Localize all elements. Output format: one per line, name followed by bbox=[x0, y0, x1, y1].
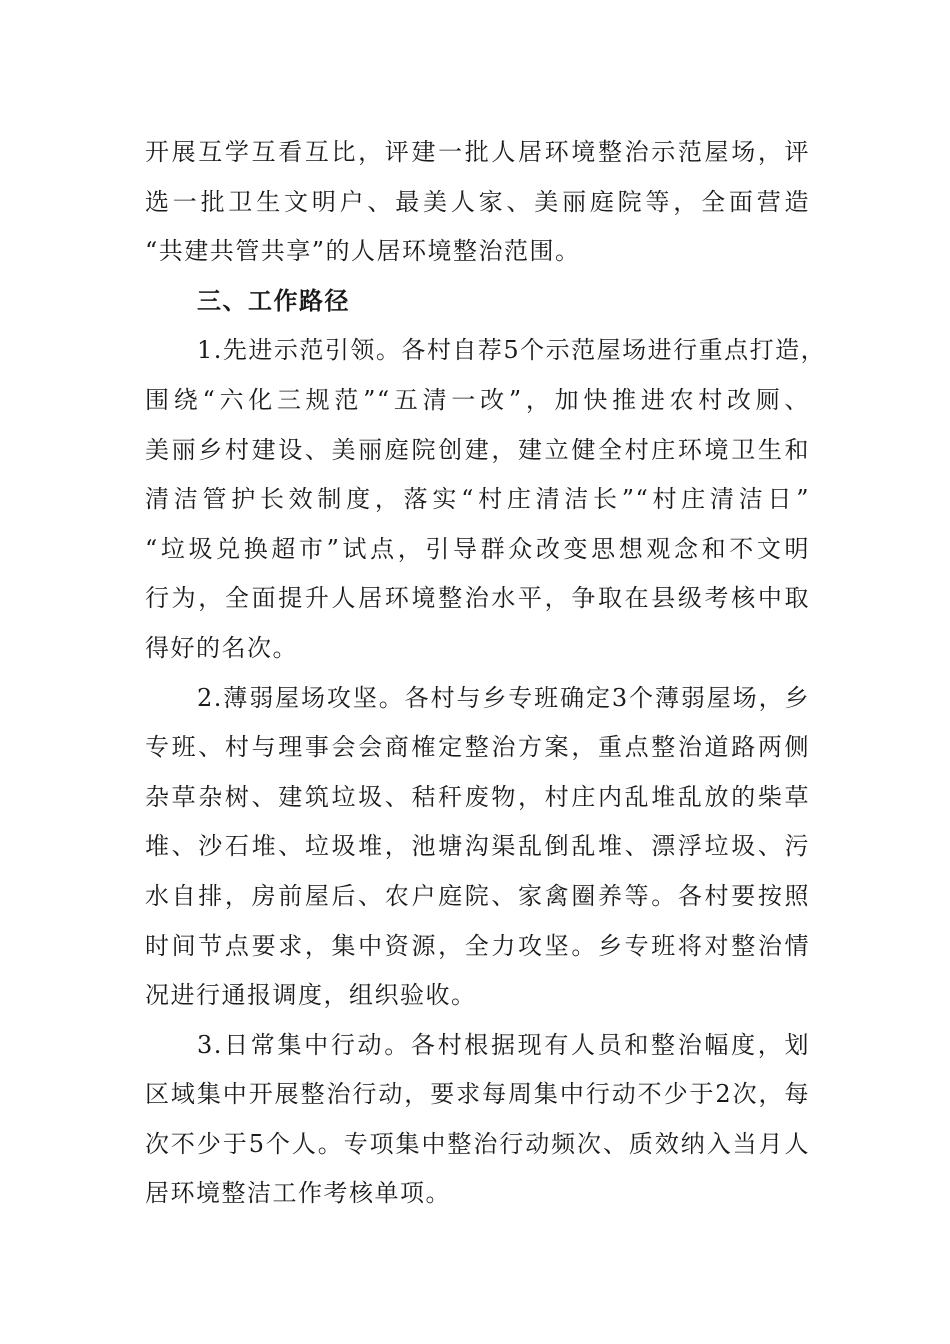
section-heading: 三、工作路径 bbox=[197, 286, 350, 315]
paragraph-line: 专班、村与理事会会商榷定整治方案，重点整治道路两侧 bbox=[145, 733, 810, 762]
paragraph-line: 美丽乡村建设、美丽庭院创建，建立健全村庄环境卫生和 bbox=[145, 435, 810, 464]
paragraph-line: 次不少于5个人。专项集中整治行动频次、质效纳入当月人 bbox=[145, 1129, 810, 1158]
paragraph-line: “垃圾兑换超市”试点，引导群众改变思想观念和不文明 bbox=[145, 534, 810, 563]
paragraph-line: 区域集中开展整治行动，要求每周集中行动不少于2次，每 bbox=[145, 1080, 810, 1109]
paragraph-line: “共建共管共享”的人居环境整治范围。 bbox=[145, 237, 581, 266]
paragraph-line: 得好的名次。 bbox=[145, 633, 298, 662]
paragraph-line: 选一批卫生文明户、最美人家、美丽庭院等，全面营造 bbox=[145, 187, 810, 216]
paragraph-line: 清洁管护长效制度，落实“村庄清洁长”“村庄清洁日” bbox=[145, 485, 810, 514]
paragraph-line: 3.日常集中行动。各村根据现有人员和整治幅度，划 bbox=[197, 1030, 810, 1059]
paragraph-line: 时间节点要求，集中资源，全力攻坚。乡专班将对整治情 bbox=[145, 931, 810, 960]
paragraph-line: 1.先进示范引领。各村自荐5个示范屋场进行重点打造， bbox=[197, 336, 827, 365]
paragraph-line: 开展互学互看互比，评建一批人居环境整治示范屋场，评 bbox=[145, 138, 810, 166]
paragraph-line: 杂草杂树、建筑垃圾、秸秆废物，村庄内乱堆乱放的柴草 bbox=[145, 782, 810, 811]
document-body bbox=[145, 128, 827, 1219]
paragraph-line: 居环境整洁工作考核单项。 bbox=[145, 1179, 451, 1208]
paragraph-line: 围绕“六化三规范”“五清一改”，加快推进农村改厕、 bbox=[145, 385, 810, 414]
paragraph-line: 堆、沙石堆、垃圾堆，池塘沟渠乱倒乱堆、漂浮垃圾、污 bbox=[145, 832, 810, 861]
paragraph-line: 水自排，房前屋后、农户庭院、家禽圈养等。各村要按照 bbox=[145, 881, 810, 910]
paragraph-line: 行为，全面提升人居环境整治水平，争取在县级考核中取 bbox=[145, 584, 810, 613]
paragraph-line: 况进行通报调度，组织验收。 bbox=[145, 981, 477, 1010]
paragraph-line: 2.薄弱屋场攻坚。各村与乡专班确定3个薄弱屋场，乡 bbox=[197, 683, 810, 712]
